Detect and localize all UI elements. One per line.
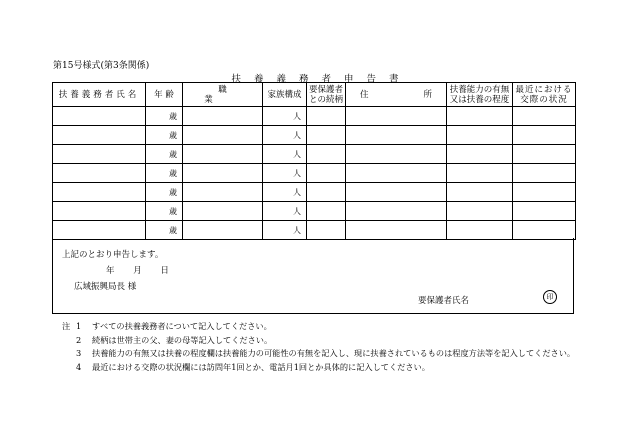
ability-cell[interactable] [447,221,513,240]
relation-cell[interactable] [307,145,346,164]
note-item: 2 続柄は世帯主の父、妻の母等記入してください。 [76,334,273,345]
header-age: 年 齢 [146,83,183,107]
age-cell[interactable]: 歳 [146,145,183,164]
name-cell[interactable] [53,164,146,183]
table-row [53,221,576,240]
address-cell[interactable] [346,183,447,202]
ability-cell[interactable] [447,183,513,202]
name-cell[interactable] [53,183,146,202]
age-cell[interactable]: 歳 [146,164,183,183]
header-address: 住 所 [346,83,447,107]
occupation-cell[interactable] [183,107,263,126]
address-cell[interactable] [346,107,447,126]
note-item: 3 扶養能力の有無又は扶養の程度欄は扶養能力の可能性の有無を記入し、現に扶養されているものは程度方法等を記入してください。 [76,348,576,358]
relation-cell[interactable] [307,126,346,145]
family-cell[interactable]: 人 [263,126,307,145]
occupation-cell[interactable] [183,183,263,202]
address-cell[interactable] [346,221,447,240]
relation-cell[interactable] [307,183,346,202]
age-cell[interactable]: 歳 [146,221,183,240]
occupation-cell[interactable] [183,145,263,164]
family-cell[interactable]: 人 [263,145,307,164]
ability-cell[interactable] [447,164,513,183]
contact-cell[interactable] [513,126,576,145]
age-cell[interactable]: 歳 [146,202,183,221]
notes [62,320,575,374]
address-cell[interactable] [346,164,447,183]
note-item: 4 最近における交際の状況欄には訪問年1回とか、電話月1回とか具体的に記入してください。 [76,361,430,372]
header-contact: 最近における 交際の状況 [513,83,576,107]
note-item: 注 1 すべての扶養義務者について記入してください。 [62,321,272,331]
contact-cell[interactable] [513,145,576,164]
contact-cell[interactable] [513,202,576,221]
age-cell[interactable]: 歳 [146,107,183,126]
name-cell[interactable] [53,126,146,145]
table-header-row [53,83,576,107]
header-family: 家族構成 [263,83,307,107]
family-cell[interactable]: 人 [263,183,307,202]
seal-mark-icon: 印 [543,290,557,304]
header-name: 扶養義務者氏名 [53,83,146,107]
occupation-cell[interactable] [183,164,263,183]
header-occupation: 職 業 [183,83,263,107]
relation-cell[interactable] [307,221,346,240]
family-cell[interactable]: 人 [263,107,307,126]
family-cell[interactable]: 人 [263,221,307,240]
family-cell[interactable]: 人 [263,202,307,221]
header-relation: 要保護者 との続柄 [307,83,346,107]
table-row [53,126,576,145]
table-row [53,164,576,183]
relation-cell[interactable] [307,202,346,221]
name-cell[interactable] [53,107,146,126]
ability-cell[interactable] [447,107,513,126]
occupation-cell[interactable] [183,126,263,145]
contact-cell[interactable] [513,221,576,240]
relation-cell[interactable] [307,107,346,126]
occupation-cell[interactable] [183,221,263,240]
occupation-cell[interactable] [183,202,263,221]
age-cell[interactable]: 歳 [146,126,183,145]
name-cell[interactable] [53,145,146,164]
date-line: 年 月 日 [106,266,169,276]
addressee: 広域振興局長 様 [74,282,137,292]
ability-cell[interactable] [447,126,513,145]
table-row [53,183,576,202]
age-cell[interactable]: 歳 [146,183,183,202]
table-row [53,202,576,221]
guardian-name-label: 要保護者氏名 [418,296,470,306]
relation-cell[interactable] [307,164,346,183]
name-cell[interactable] [53,221,146,240]
declaration-text: 上記のとおり申告します。 [62,250,164,260]
address-cell[interactable] [346,202,447,221]
contact-cell[interactable] [513,164,576,183]
header-ability: 扶養能力の有無 又は扶養の程度 [447,83,513,107]
family-cell[interactable]: 人 [263,164,307,183]
form-title: 扶養義務者申告書 [231,74,412,85]
table-row [53,107,576,126]
name-cell[interactable] [53,202,146,221]
ability-cell[interactable] [447,145,513,164]
form-number: 第15号様式(第3条関係) [53,61,150,71]
ability-cell[interactable] [447,202,513,221]
contact-cell[interactable] [513,107,576,126]
contact-cell[interactable] [513,183,576,202]
dependents-table [52,82,576,240]
address-cell[interactable] [346,145,447,164]
address-cell[interactable] [346,126,447,145]
table-row [53,145,576,164]
